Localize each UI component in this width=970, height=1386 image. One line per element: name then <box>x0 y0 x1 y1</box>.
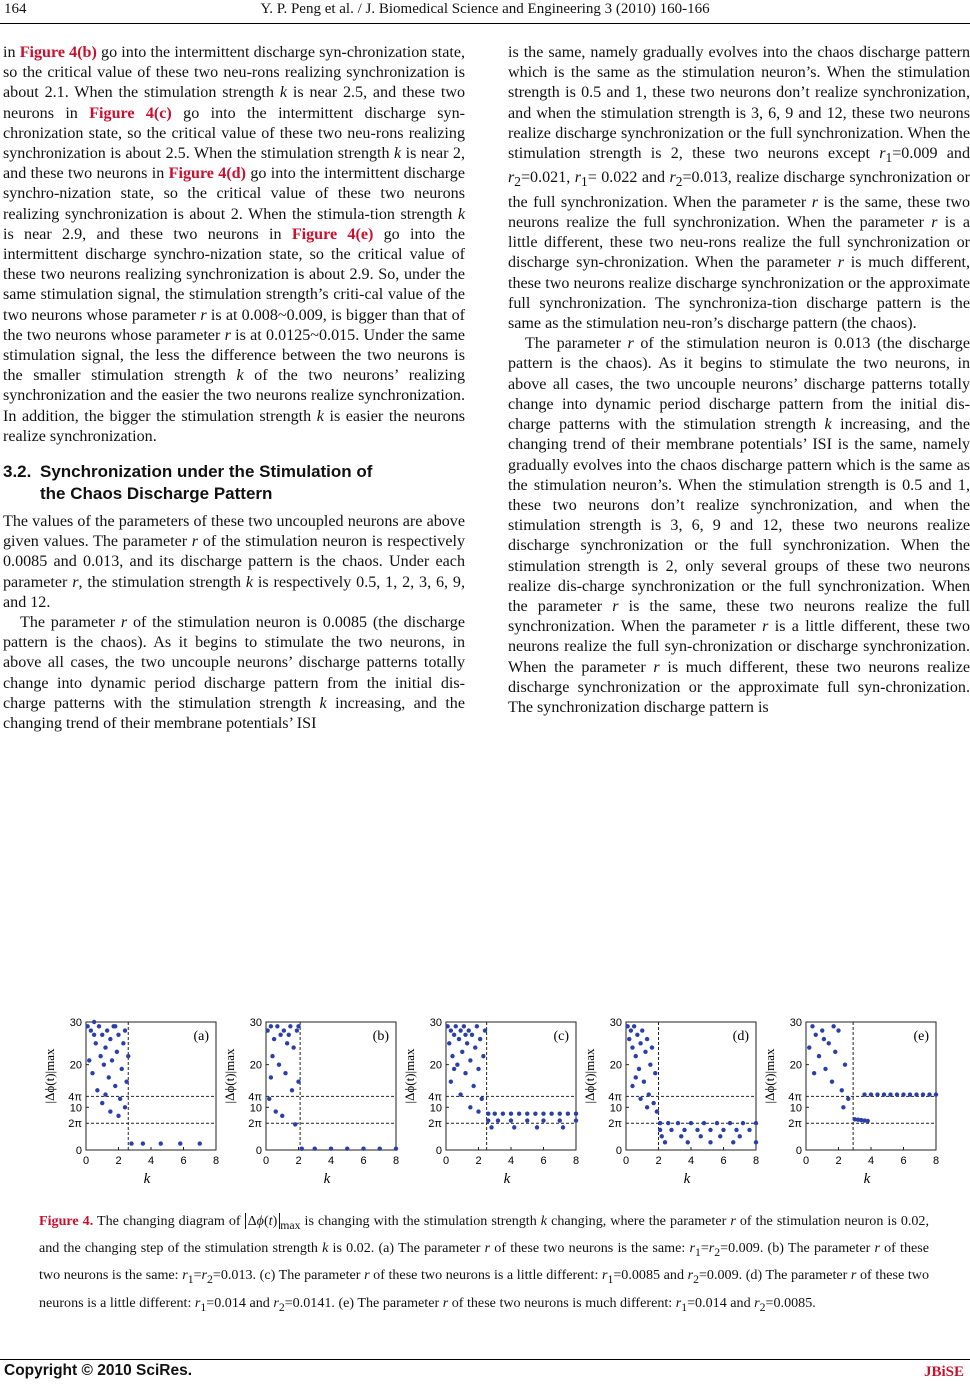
data-point <box>285 1041 289 1045</box>
data-point <box>875 1092 879 1096</box>
data-point <box>721 1128 725 1132</box>
data-point <box>313 1147 317 1151</box>
data-point <box>113 1084 117 1088</box>
x-tick-label: 4 <box>687 1155 695 1167</box>
y-tick-label: 30 <box>429 1017 442 1029</box>
data-point <box>810 1024 814 1028</box>
data-point <box>300 1147 304 1151</box>
right-paragraph-2: The parameter r of the stimulation neuron is 0.013 (the discharge pattern is the chaos). As it begins to stimulate the two neurons, in above all cases, the two uncouple neurons’ discharge patterns totally change into dynamic period discharge pattern from the initial dis-charge patterns with the stimulation strength k increasing, and the changing trend of their membrane potentials’ ISI is the same, namely gradually evolves into the chaos discharge pattern which is the same as the stimulation neuron’s. When the stimulation strength is 0.5 and 1, these two neurons don’t realize synchronization, and when the stimulation strength is 3, 6, 9 and 12, these two neurons realize discharge synchronization or the full synchronization. When the stimulation strength is 2, only several groups of these two neurons realize dis-charge synchronization or the full synchronization. When the parameter r is the same, these two neurons realize the full synchronization. When the parameter r is a little different, these two neurons realize the full syn-chronization or discharge synchronization. When the parameter r is much different, these two neurons realize discharge synchronization or the approximate full syn-chronization. The synchronization discharge pattern is <box>508 335 970 716</box>
data-point <box>457 1037 461 1041</box>
y-tick-label: 0 <box>435 1145 442 1157</box>
left-paragraph-1: in Figure 4(b) go into the intermittent discharge syn-chronization state, so the critical value of these two neu-rons realizing synchronization is about 2.1. When the stimulation strength k is near 2.5, and these two neurons in Figure 4(c) go into the intermittent discharge syn-chronization state, so the critical value of these two neu-rons realizing synchronization is about 2.5. When the stimulation strength k is near 2, and these two neurons in Figure 4(d) go into the intermittent discharge synchro-nization state, so the critical value of these two neurons realizing synchronization is about 2. When the stimula-tion strength k is near 2.9, and these two neurons in Figure 4(e) go into the intermittent discharge synchro-nization state, so the critical value of these two neurons realizing synchronization is about 2.9. So, under the same stimulation signal, the stimulation strength’s criti-cal value of the two neurons whose parameter r is at 0.008~0.009, is bigger than that of the two neurons whose parameter r is at 0.0125~0.015. Under the same stimulation signal, the less the difference between the two neurons is the smaller stimulation strength k of the two neurons’ realizing synchronization and the easier the two neurons realize synchronization. In addition, the bigger the stimulation strength k is easier the neurons realize synchronization. <box>3 44 466 445</box>
data-point <box>89 1028 93 1032</box>
data-point <box>460 1050 464 1054</box>
data-point <box>283 1071 287 1075</box>
data-point <box>121 1041 125 1045</box>
chart-panel-0 <box>42 1017 219 1187</box>
data-point <box>95 1088 99 1092</box>
data-point <box>669 1128 673 1132</box>
data-point <box>87 1058 91 1062</box>
data-point <box>836 1028 840 1032</box>
data-point <box>908 1092 912 1096</box>
data-point <box>679 1134 683 1138</box>
data-point <box>100 1101 104 1105</box>
data-point <box>475 1024 479 1028</box>
ref-line-label: 2π <box>428 1118 442 1131</box>
data-point <box>361 1147 365 1151</box>
data-point <box>754 1140 758 1144</box>
data-point <box>653 1071 657 1075</box>
x-tick-label: 6 <box>720 1155 727 1167</box>
data-point <box>895 1092 899 1096</box>
data-point <box>862 1092 866 1096</box>
data-point <box>927 1092 931 1096</box>
data-point <box>489 1125 493 1129</box>
data-point <box>734 1128 738 1132</box>
x-tick-label: 0 <box>802 1155 810 1167</box>
data-point <box>126 1054 130 1058</box>
x-tick-label: 4 <box>867 1155 875 1167</box>
x-tick-label: 6 <box>900 1155 907 1167</box>
y-tick-label: 0 <box>615 1145 622 1157</box>
data-point <box>708 1140 712 1144</box>
data-point <box>634 1075 638 1079</box>
data-point <box>141 1141 145 1145</box>
data-point <box>468 1105 472 1109</box>
y-tick-label: 30 <box>789 1017 802 1029</box>
data-point <box>476 1067 480 1071</box>
x-tick-label: 0 <box>262 1155 270 1167</box>
y-tick-label: 30 <box>249 1017 262 1029</box>
y-tick-label: 10 <box>609 1102 622 1115</box>
data-point <box>480 1097 484 1101</box>
data-point <box>290 1088 294 1092</box>
data-point <box>647 1092 651 1096</box>
y-tick-label: 10 <box>789 1102 802 1115</box>
data-point <box>934 1092 938 1096</box>
x-tick-label: 4 <box>147 1155 155 1167</box>
data-point <box>817 1054 821 1058</box>
data-point <box>481 1054 485 1058</box>
data-point <box>345 1147 349 1151</box>
data-point <box>807 1045 811 1049</box>
data-point <box>549 1112 553 1116</box>
page-number: 164 <box>4 1 27 17</box>
x-tick-label: 0 <box>622 1155 630 1167</box>
chart-panel-3 <box>582 1017 759 1187</box>
data-point <box>272 1037 276 1041</box>
data-point <box>103 1045 107 1049</box>
data-point <box>85 1024 89 1028</box>
data-point <box>702 1121 706 1125</box>
data-point <box>682 1128 686 1132</box>
data-point <box>455 1062 459 1066</box>
y-tick-label: 30 <box>609 1017 622 1029</box>
data-point <box>468 1058 472 1062</box>
data-point <box>689 1121 693 1125</box>
data-point <box>293 1122 297 1126</box>
data-point <box>754 1121 758 1125</box>
left-paragraph-2: The values of the parameters of these two uncoupled neurons are above given values. The parameter r of the stimulation neuron is respectively 0.0085 and 0.013, and its discharge pattern is the chaos. Under each parameter r, the stimulation strength k is respectively 0.5, 1, 2, 3, 6, 9, and 12. <box>3 513 465 611</box>
section-heading <box>3 461 465 505</box>
data-point <box>198 1141 202 1145</box>
data-point <box>296 1024 300 1028</box>
x-tick-label: 8 <box>932 1155 940 1167</box>
x-tick-label: 0 <box>442 1155 450 1167</box>
ref-line-label: 4π <box>428 1091 442 1104</box>
data-point <box>676 1121 680 1125</box>
x-tick-label: 4 <box>507 1155 515 1167</box>
data-point <box>452 1033 456 1037</box>
section-number: 3.2. <box>3 462 32 482</box>
x-axis-label: k <box>863 1171 871 1187</box>
data-point <box>129 1141 133 1145</box>
data-point <box>291 1045 295 1049</box>
ref-line-label: 2π <box>248 1118 262 1131</box>
data-point <box>287 1033 291 1037</box>
data-point <box>574 1112 578 1116</box>
data-point <box>103 1092 107 1096</box>
data-point <box>663 1140 667 1144</box>
data-point <box>812 1071 816 1075</box>
panel-label: (c) <box>553 1029 569 1044</box>
y-axis-label: |Δϕ(t)|max <box>762 1048 777 1104</box>
data-point <box>470 1033 474 1037</box>
x-tick-label: 8 <box>572 1155 580 1167</box>
running-title: Y. P. Peng et al. / J. Biomedical Science and Engineering 3 (2010) 160-166 <box>260 1 710 17</box>
data-point <box>648 1062 652 1066</box>
ref-line-label: 2π <box>608 1118 622 1131</box>
data-point <box>634 1054 638 1058</box>
data-point <box>496 1118 500 1122</box>
data-point <box>509 1112 513 1116</box>
data-point <box>699 1134 703 1138</box>
y-tick-label: 20 <box>789 1059 802 1072</box>
y-tick-label: 10 <box>69 1102 82 1115</box>
data-point <box>447 1041 451 1045</box>
data-point <box>296 1080 300 1084</box>
data-point <box>98 1054 102 1058</box>
data-point <box>686 1140 690 1144</box>
data-point <box>452 1067 456 1071</box>
panel-label: (e) <box>913 1029 929 1044</box>
ref-line-label: 4π <box>608 1091 622 1104</box>
data-point <box>92 1033 96 1037</box>
data-point <box>486 1118 490 1122</box>
data-point <box>650 1045 654 1049</box>
data-point <box>116 1033 120 1037</box>
data-point <box>120 1067 124 1071</box>
right-paragraph-1: is the same, namely gradually evolves into the chaos discharge pattern which is the same as the stimulation neuron’s. When the stimulation strength is 0.5 and 1, these two neurons don’t realize synchronization, and when the stimulation strength is 3, 6, 9 and 12, these two neurons realize discharge synchronization or the full synchronization. When the stimulation strength is 2, these two neurons except $r_1=0.009$ and $r_2=0.021$, $r_1= 0.022$ and $r_2=0.013$, realize discharge synchronization or the full synchronization. When the parameter r is the same, these two neurons realize the full synchronization. When the parameter r is a little different, these two neu-rons realize the full synchronization or discharge syn-chronization. When the parameter r is much different, these two neurons realize discharge synchronization or the approximate full synchronization. The synchroniza-tion discharge pattern is the same as the stimulation neu-ron’s discharge pattern (the chaos). <box>508 44 970 333</box>
data-point <box>118 1097 122 1101</box>
section-title-line-2: the Chaos Discharge Pattern <box>40 484 273 504</box>
data-point <box>869 1092 873 1096</box>
data-point <box>827 1041 831 1045</box>
data-point <box>574 1118 578 1122</box>
data-point <box>465 1041 469 1045</box>
data-point <box>541 1112 545 1116</box>
right-column <box>508 43 970 718</box>
data-point <box>97 1024 101 1028</box>
data-point <box>107 1075 111 1079</box>
x-axis-label: k <box>683 1171 691 1187</box>
data-point <box>124 1080 128 1084</box>
page-header <box>0 0 970 24</box>
data-point <box>831 1024 835 1028</box>
data-point <box>637 1067 641 1071</box>
data-point <box>178 1141 182 1145</box>
data-point <box>561 1125 565 1129</box>
data-point <box>632 1024 636 1028</box>
data-point <box>814 1033 818 1037</box>
data-point <box>288 1024 292 1028</box>
data-point <box>660 1134 664 1138</box>
x-axis-label: k <box>323 1171 331 1187</box>
y-tick-label: 20 <box>609 1059 622 1072</box>
data-point <box>741 1121 745 1125</box>
data-point <box>525 1112 529 1116</box>
data-point <box>651 1101 655 1105</box>
left-column <box>3 43 465 734</box>
data-point <box>645 1037 649 1041</box>
data-point <box>449 1028 453 1032</box>
copyright-notice: Copyright © 2010 SciRes. <box>4 1362 193 1379</box>
data-point <box>823 1067 827 1071</box>
data-point <box>630 1084 634 1088</box>
data-point <box>159 1141 163 1145</box>
left-paragraph-3: The parameter r of the stimulation neuron is 0.0085 (the discharge pattern is the chaos). As it begins to stimulate the two neurons, in above all cases, the two uncouple neurons’ discharge patterns totally change into dynamic period discharge pattern from the initial dis-charge patterns with the stimulation strength k increasing, and the changing trend of their membrane potentials’ ISI <box>3 614 465 733</box>
ref-line-label: 2π <box>788 1118 802 1131</box>
data-point <box>445 1024 449 1028</box>
data-point <box>463 1071 467 1075</box>
x-tick-label: 8 <box>392 1155 400 1167</box>
data-point <box>115 1050 119 1054</box>
data-point <box>94 1041 98 1045</box>
data-point <box>483 1028 487 1032</box>
data-point <box>463 1033 467 1037</box>
x-tick-label: 2 <box>115 1155 122 1167</box>
chart-panel-1 <box>222 1017 399 1187</box>
y-axis-label: |Δϕ(t)|max <box>402 1048 417 1104</box>
data-point <box>269 1075 273 1079</box>
data-point <box>458 1028 462 1032</box>
x-tick-label: 2 <box>295 1155 302 1167</box>
x-tick-label: 0 <box>82 1155 90 1167</box>
ref-line-label: 4π <box>788 1091 802 1104</box>
ref-line-label: 4π <box>248 1091 262 1104</box>
data-point <box>378 1147 382 1151</box>
panel-label: (a) <box>193 1029 209 1044</box>
data-point <box>295 1028 299 1032</box>
y-axis-label: |Δϕ(t)|max <box>582 1048 597 1104</box>
panel-label: (d) <box>732 1029 749 1044</box>
x-tick-label: 6 <box>540 1155 547 1167</box>
y-tick-label: 20 <box>69 1059 82 1072</box>
x-tick-label: 6 <box>180 1155 187 1167</box>
data-point <box>638 1041 642 1045</box>
data-point <box>728 1121 732 1125</box>
data-point <box>627 1037 631 1041</box>
data-point <box>640 1028 644 1032</box>
y-tick-label: 0 <box>75 1145 82 1157</box>
y-axis-label: |Δϕ(t)|max <box>222 1048 237 1104</box>
data-point <box>558 1112 562 1116</box>
data-point <box>269 1024 273 1028</box>
data-point <box>888 1092 892 1096</box>
section-title-line-1: Synchronization under the Stimulation of <box>40 462 373 482</box>
data-point <box>643 1050 647 1054</box>
footer-rule <box>0 1359 970 1360</box>
data-point <box>462 1024 466 1028</box>
y-tick-label: 10 <box>249 1102 262 1115</box>
data-point <box>486 1112 490 1116</box>
data-point <box>566 1112 570 1116</box>
data-point <box>846 1097 850 1101</box>
x-tick-label: 2 <box>655 1155 662 1167</box>
data-point <box>833 1050 837 1054</box>
data-point <box>274 1109 278 1113</box>
data-point <box>535 1125 539 1129</box>
ref-line-label: 2π <box>68 1118 82 1131</box>
journal-brand: JBiSE <box>923 1364 964 1380</box>
data-point <box>820 1028 824 1032</box>
x-tick-label: 2 <box>475 1155 482 1167</box>
data-point <box>108 1037 112 1041</box>
data-point <box>830 1080 834 1084</box>
data-point <box>116 1114 120 1118</box>
data-point <box>882 1092 886 1096</box>
header-rule <box>0 23 970 24</box>
data-point <box>450 1054 454 1058</box>
data-point <box>533 1112 537 1116</box>
data-point <box>478 1037 482 1041</box>
panel-label: (b) <box>372 1029 389 1044</box>
chart-panel-2 <box>402 1017 579 1187</box>
data-point <box>278 1033 282 1037</box>
data-point <box>113 1024 117 1028</box>
data-point <box>449 1080 453 1084</box>
data-point <box>92 1020 96 1024</box>
data-point <box>277 1062 281 1066</box>
data-point <box>625 1024 629 1028</box>
data-point <box>841 1105 845 1109</box>
y-axis-label: |Δϕ(t)|max <box>42 1048 57 1104</box>
data-point <box>476 1109 480 1113</box>
data-point <box>843 1062 847 1066</box>
data-point <box>267 1097 271 1101</box>
data-point <box>454 1024 458 1028</box>
data-point <box>715 1121 719 1125</box>
data-point <box>666 1121 670 1125</box>
ref-line-label: 4π <box>68 1091 82 1104</box>
y-tick-label: 10 <box>429 1102 442 1115</box>
x-axis-label: k <box>143 1171 151 1187</box>
x-axis-label: k <box>503 1171 511 1187</box>
data-point <box>629 1028 633 1032</box>
data-point <box>642 1080 646 1084</box>
data-point <box>110 1058 114 1062</box>
data-point <box>822 1037 826 1041</box>
data-point <box>329 1147 333 1151</box>
data-point <box>467 1028 471 1032</box>
data-point <box>525 1118 529 1122</box>
data-point <box>901 1092 905 1096</box>
chart-panel-4 <box>762 1017 939 1187</box>
data-point <box>655 1109 659 1113</box>
data-point <box>638 1097 642 1101</box>
figure-caption: Figure 4. The changing diagram of Δϕ(t) $_{max}$ is changing with the stimulation strength k changing, where the parameter r of the stimulation neuron is 0.02, and the changing step of the stimulation strength k is 0.02. (a) The parameter r of these two neurons is the same: $r_1=r_2=0.009$. (b) The parameter r of these two neurons is the same: $r_1=r_2=0.013$. (c) The parameter r of these two neurons is a little different: $r_1=0.0085$ and $r_2=0.009$. (d) The parameter r of these two neurons is a little different: $r_1=0.014$ and $r_2=0.0141$. (e) The parameter r of these two neurons is much different: $r_1=0.014$ and $r_2=0.0085$. <box>39 1213 930 1314</box>
figure-4-plots <box>32 1015 952 1205</box>
data-point <box>265 1028 269 1032</box>
data-point <box>558 1118 562 1122</box>
y-tick-label: 0 <box>255 1145 262 1157</box>
data-point <box>645 1105 649 1109</box>
x-tick-label: 2 <box>835 1155 842 1167</box>
x-tick-label: 4 <box>327 1155 335 1167</box>
data-point <box>493 1112 497 1116</box>
data-point <box>102 1062 106 1066</box>
data-point <box>473 1045 477 1049</box>
x-tick-label: 8 <box>212 1155 220 1167</box>
data-point <box>501 1112 505 1116</box>
data-point <box>105 1028 109 1032</box>
data-point <box>282 1028 286 1032</box>
data-point <box>738 1134 742 1138</box>
data-point <box>708 1128 712 1132</box>
data-point <box>275 1024 279 1028</box>
data-point <box>458 1092 462 1096</box>
data-point <box>270 1054 274 1058</box>
data-point <box>747 1128 751 1132</box>
data-point <box>512 1125 516 1129</box>
y-tick-label: 0 <box>795 1145 802 1157</box>
y-tick-label: 20 <box>249 1059 262 1072</box>
figure-4-panels <box>32 1015 952 1205</box>
x-tick-label: 6 <box>360 1155 367 1167</box>
data-point <box>658 1121 662 1125</box>
y-tick-label: 30 <box>69 1017 82 1029</box>
x-tick-label: 8 <box>752 1155 760 1167</box>
data-point <box>123 1105 127 1109</box>
data-point <box>394 1147 398 1151</box>
data-point <box>658 1128 662 1132</box>
data-point <box>541 1118 545 1122</box>
data-point <box>280 1114 284 1118</box>
data-point <box>635 1033 639 1037</box>
data-point <box>866 1119 870 1123</box>
data-point <box>100 1033 104 1037</box>
data-point <box>695 1128 699 1132</box>
data-point <box>108 1109 112 1113</box>
data-point <box>509 1118 513 1122</box>
data-point <box>718 1134 722 1138</box>
y-tick-label: 20 <box>429 1059 442 1072</box>
data-point <box>90 1071 94 1075</box>
data-point <box>630 1045 634 1049</box>
data-point <box>471 1084 475 1088</box>
data-point <box>517 1112 521 1116</box>
data-point <box>731 1140 735 1144</box>
data-point <box>914 1092 918 1096</box>
data-point <box>840 1088 844 1092</box>
data-point <box>921 1092 925 1096</box>
data-point <box>123 1028 127 1032</box>
